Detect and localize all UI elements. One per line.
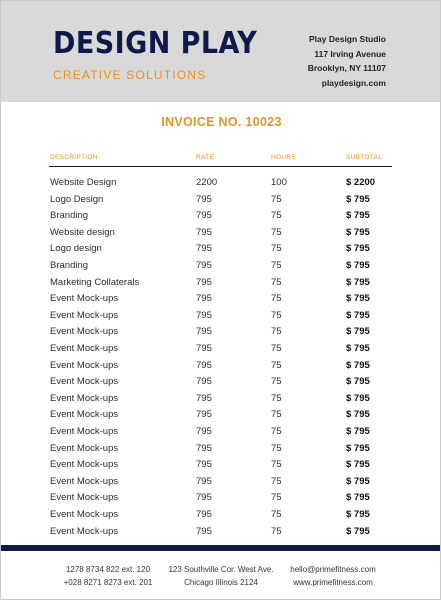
description-cell: Website design (50, 226, 115, 238)
rate-cell: 795 (196, 459, 212, 471)
subtotal-cell: $ 795 (346, 276, 370, 288)
hours-cell: 75 (271, 276, 282, 288)
table-row (1, 177, 441, 194)
rate-cell: 795 (196, 193, 212, 205)
hours-cell: 75 (271, 409, 282, 421)
subtotal-cell: $ 795 (346, 260, 370, 271)
subtotal-cell: $ 795 (346, 193, 370, 205)
subtotal-cell: $ 795 (346, 293, 370, 305)
rate-cell: 795 (196, 359, 212, 371)
rate-cell: 795 (196, 376, 212, 388)
table-row (1, 227, 441, 244)
hours-cell: 75 (271, 260, 282, 271)
hours-cell: 75 (271, 509, 282, 520)
description-cell: Marketing Collaterals (50, 276, 140, 288)
hours-cell: 75 (271, 475, 282, 487)
table-row (1, 343, 441, 360)
hours-cell: 75 (271, 492, 282, 504)
hours-cell: 75 (271, 226, 282, 238)
description-cell: Event Mock-ups (50, 293, 119, 305)
footer-address-line-1: 123 Southville Cor. West Ave. (168, 565, 274, 574)
footer-bar (1, 545, 441, 551)
description-cell: Event Mock-ups (50, 409, 119, 421)
subtotal-cell: $ 795 (346, 409, 370, 421)
rate-cell: 795 (196, 409, 212, 421)
hours-cell: 75 (271, 359, 282, 371)
subtotal-cell: $ 795 (346, 309, 370, 321)
table-row (1, 293, 441, 310)
subtotal-cell: $ 795 (346, 243, 370, 255)
table-row (1, 260, 441, 277)
table-row (1, 210, 441, 227)
rate-cell: 795 (196, 276, 212, 288)
hours-cell: 75 (271, 392, 282, 404)
hours-cell: 75 (271, 525, 282, 537)
brand-name: DESIGN PLAY (53, 26, 258, 61)
studio-city: Brooklyn, NY 11107 (307, 63, 386, 73)
footer-phone-2: +028 8271 8273 ext. 201 (63, 578, 153, 587)
description-cell: Branding (50, 210, 89, 222)
column-header-description: DESCRIPTION (50, 154, 98, 161)
rate-cell: 795 (196, 509, 212, 520)
hours-cell: 75 (271, 210, 282, 222)
rate-cell: 795 (196, 343, 212, 354)
table-row (1, 310, 441, 327)
header-divider (49, 166, 392, 167)
table-row (1, 426, 441, 443)
hours-cell: 75 (271, 293, 282, 305)
subtotal-cell: $ 795 (346, 459, 370, 471)
invoice-title: INVOICE NO. 10023 (161, 115, 282, 129)
rate-cell: 795 (196, 210, 212, 222)
table-row (1, 409, 441, 426)
rate-cell: 2200 (196, 177, 218, 188)
description-cell: Event Mock-ups (50, 442, 119, 454)
table-row (1, 443, 441, 460)
description-cell: Event Mock-ups (50, 309, 119, 321)
rate-cell: 795 (196, 426, 212, 437)
description-cell: Event Mock-ups (50, 359, 119, 371)
subtotal-cell: $ 795 (346, 492, 370, 504)
table-row (1, 492, 441, 509)
table-row (1, 393, 441, 410)
footer-email: hello@primefitness.com (290, 565, 376, 574)
description-cell: Website Design (50, 177, 117, 188)
rate-cell: 795 (196, 326, 212, 338)
subtotal-cell: $ 795 (346, 392, 370, 404)
subtotal-cell: $ 795 (346, 226, 370, 238)
column-header-rate: RATE (196, 154, 215, 161)
rate-cell: 795 (196, 392, 212, 404)
column-header-subtotal: SUBTOTAL (346, 154, 383, 161)
rate-cell: 795 (196, 475, 212, 487)
description-cell: Event Mock-ups (50, 525, 119, 537)
footer-phone-1: 1278 8734 822 ext. 120 (65, 565, 151, 574)
table-row (1, 509, 441, 526)
subtotal-cell: $ 795 (346, 359, 370, 371)
rate-cell: 795 (196, 243, 212, 255)
table-row (1, 476, 441, 493)
rate-cell: 795 (196, 293, 212, 305)
hours-cell: 75 (271, 442, 282, 454)
table-row (1, 526, 441, 543)
description-cell: Event Mock-ups (50, 509, 119, 520)
hours-cell: 75 (271, 309, 282, 321)
subtotal-cell: $ 795 (346, 210, 370, 222)
rate-cell: 795 (196, 226, 212, 238)
rate-cell: 795 (196, 309, 212, 321)
footer-address-line-2: Chicago Illinois 2124 (184, 578, 258, 587)
description-cell: Event Mock-ups (50, 376, 119, 388)
studio-street: 117 Irving Avenue (314, 48, 386, 59)
table-row (1, 376, 441, 393)
studio-name: Play Design Studio (309, 34, 386, 44)
table-row (1, 194, 441, 211)
subtotal-cell: $ 795 (346, 376, 370, 388)
description-cell: Event Mock-ups (50, 426, 119, 437)
description-cell: Branding (50, 260, 89, 271)
rate-cell: 795 (196, 525, 212, 537)
hours-cell: 100 (271, 177, 287, 188)
subtotal-cell: $ 795 (346, 525, 370, 537)
hours-cell: 75 (271, 376, 282, 388)
description-cell: Event Mock-ups (50, 343, 119, 354)
footer-address (163, 563, 279, 589)
rate-cell: 795 (196, 442, 212, 454)
subtotal-cell: $ 795 (346, 509, 370, 520)
brand-tagline: CREATIVE SOLUTIONS (53, 68, 207, 82)
hours-cell: 75 (271, 426, 282, 437)
description-cell: Event Mock-ups (50, 392, 119, 404)
table-row (1, 277, 441, 294)
studio-address (308, 32, 386, 90)
description-cell: Logo Design (50, 193, 104, 205)
subtotal-cell: $ 795 (346, 343, 370, 354)
subtotal-cell: $ 2200 (346, 177, 376, 188)
subtotal-cell: $ 795 (346, 326, 370, 338)
hours-cell: 75 (271, 459, 282, 471)
subtotal-cell: $ 795 (346, 442, 370, 454)
footer-web (284, 563, 382, 589)
hours-cell: 75 (271, 193, 282, 205)
description-cell: Event Mock-ups (50, 492, 119, 504)
table-row (1, 243, 441, 260)
hours-cell: 75 (271, 326, 282, 338)
hours-cell: 75 (271, 243, 282, 255)
rate-cell: 795 (196, 260, 212, 271)
rate-cell: 795 (196, 492, 212, 504)
studio-website: playdesign.com (321, 77, 386, 88)
hours-cell: 75 (271, 343, 282, 354)
description-cell: Logo design (50, 243, 102, 255)
table-row (1, 459, 441, 476)
description-cell: Event Mock-ups (50, 475, 119, 487)
subtotal-cell: $ 795 (346, 426, 370, 437)
table-row (1, 326, 441, 343)
footer-website: www.primefitness.com (293, 578, 373, 587)
table-row (1, 360, 441, 377)
footer-phones (63, 563, 153, 589)
description-cell: Event Mock-ups (50, 459, 119, 471)
subtotal-cell: $ 795 (346, 475, 370, 487)
column-header-hours: HOURS (271, 154, 296, 161)
description-cell: Event Mock-ups (50, 326, 119, 338)
